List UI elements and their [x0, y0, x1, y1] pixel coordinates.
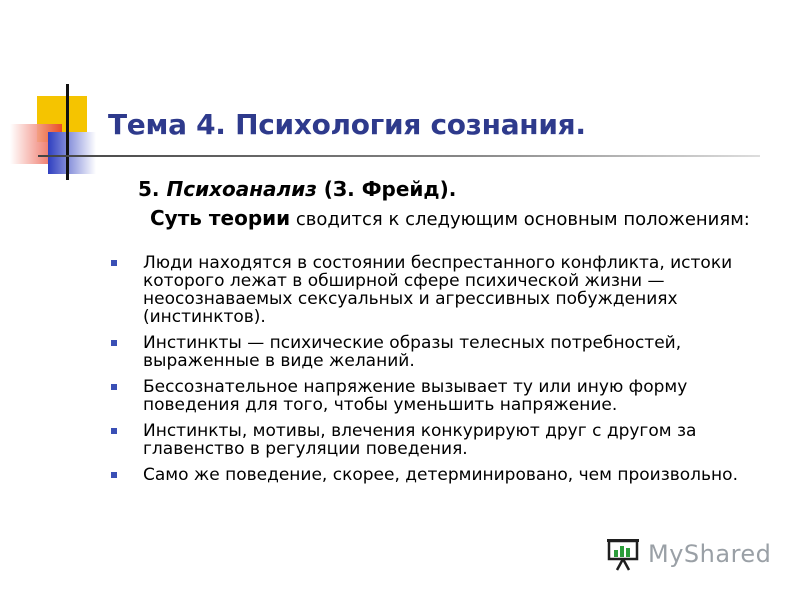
presentation-board-icon	[606, 538, 642, 572]
subtitle-italic: Психоанализ	[166, 177, 317, 201]
vertical-line	[66, 84, 69, 180]
slide-decoration	[0, 0, 800, 200]
watermark-text: MyShared	[648, 540, 772, 568]
section-subtitle	[138, 177, 456, 201]
slide-title: Тема 4. Психология сознания.	[108, 108, 586, 141]
bullet-square-icon	[111, 340, 117, 346]
intro-rest: сводится к следующим основным положениям:	[290, 209, 750, 230]
bullet-list	[108, 254, 748, 492]
blue-gradient-square	[48, 132, 96, 174]
bullet-square-icon	[111, 384, 117, 390]
intro-lead: Суть теории	[150, 206, 291, 230]
horizontal-line	[38, 155, 760, 157]
bullet-text: Люди находятся в состоянии беспрестанного конфликта, истоки которого лежат в обширной сфере психической жизни — неосознаваемых сексуальных и агрессивных побуждениях (инстинктов).	[143, 253, 733, 327]
bullet-text: Инстинкты — психические образы телесных потребностей, выраженные в виде желаний.	[143, 333, 682, 371]
list-item	[108, 466, 748, 484]
bullet-square-icon	[111, 428, 117, 434]
bullet-square-icon	[111, 472, 117, 478]
bullet-text: Само же поведение, скорее, детерминировано, чем произвольно.	[143, 465, 738, 485]
list-item	[108, 254, 748, 326]
bullet-square-icon	[111, 260, 117, 266]
watermark-logo	[606, 538, 772, 572]
bullet-text: Бессознательное напряжение вызывает ту или иную форму поведения для того, чтобы уменьшить напряжение.	[143, 377, 688, 415]
list-item	[108, 334, 748, 370]
subtitle-rest: (З. Фрейд).	[316, 177, 457, 201]
intro-line	[150, 206, 750, 230]
subtitle-number: 5.	[138, 177, 167, 201]
list-item	[108, 422, 748, 458]
bullet-text: Инстинкты, мотивы, влечения конкурируют друг с другом за главенство в регуляции поведения.	[143, 421, 697, 459]
list-item	[108, 378, 748, 414]
